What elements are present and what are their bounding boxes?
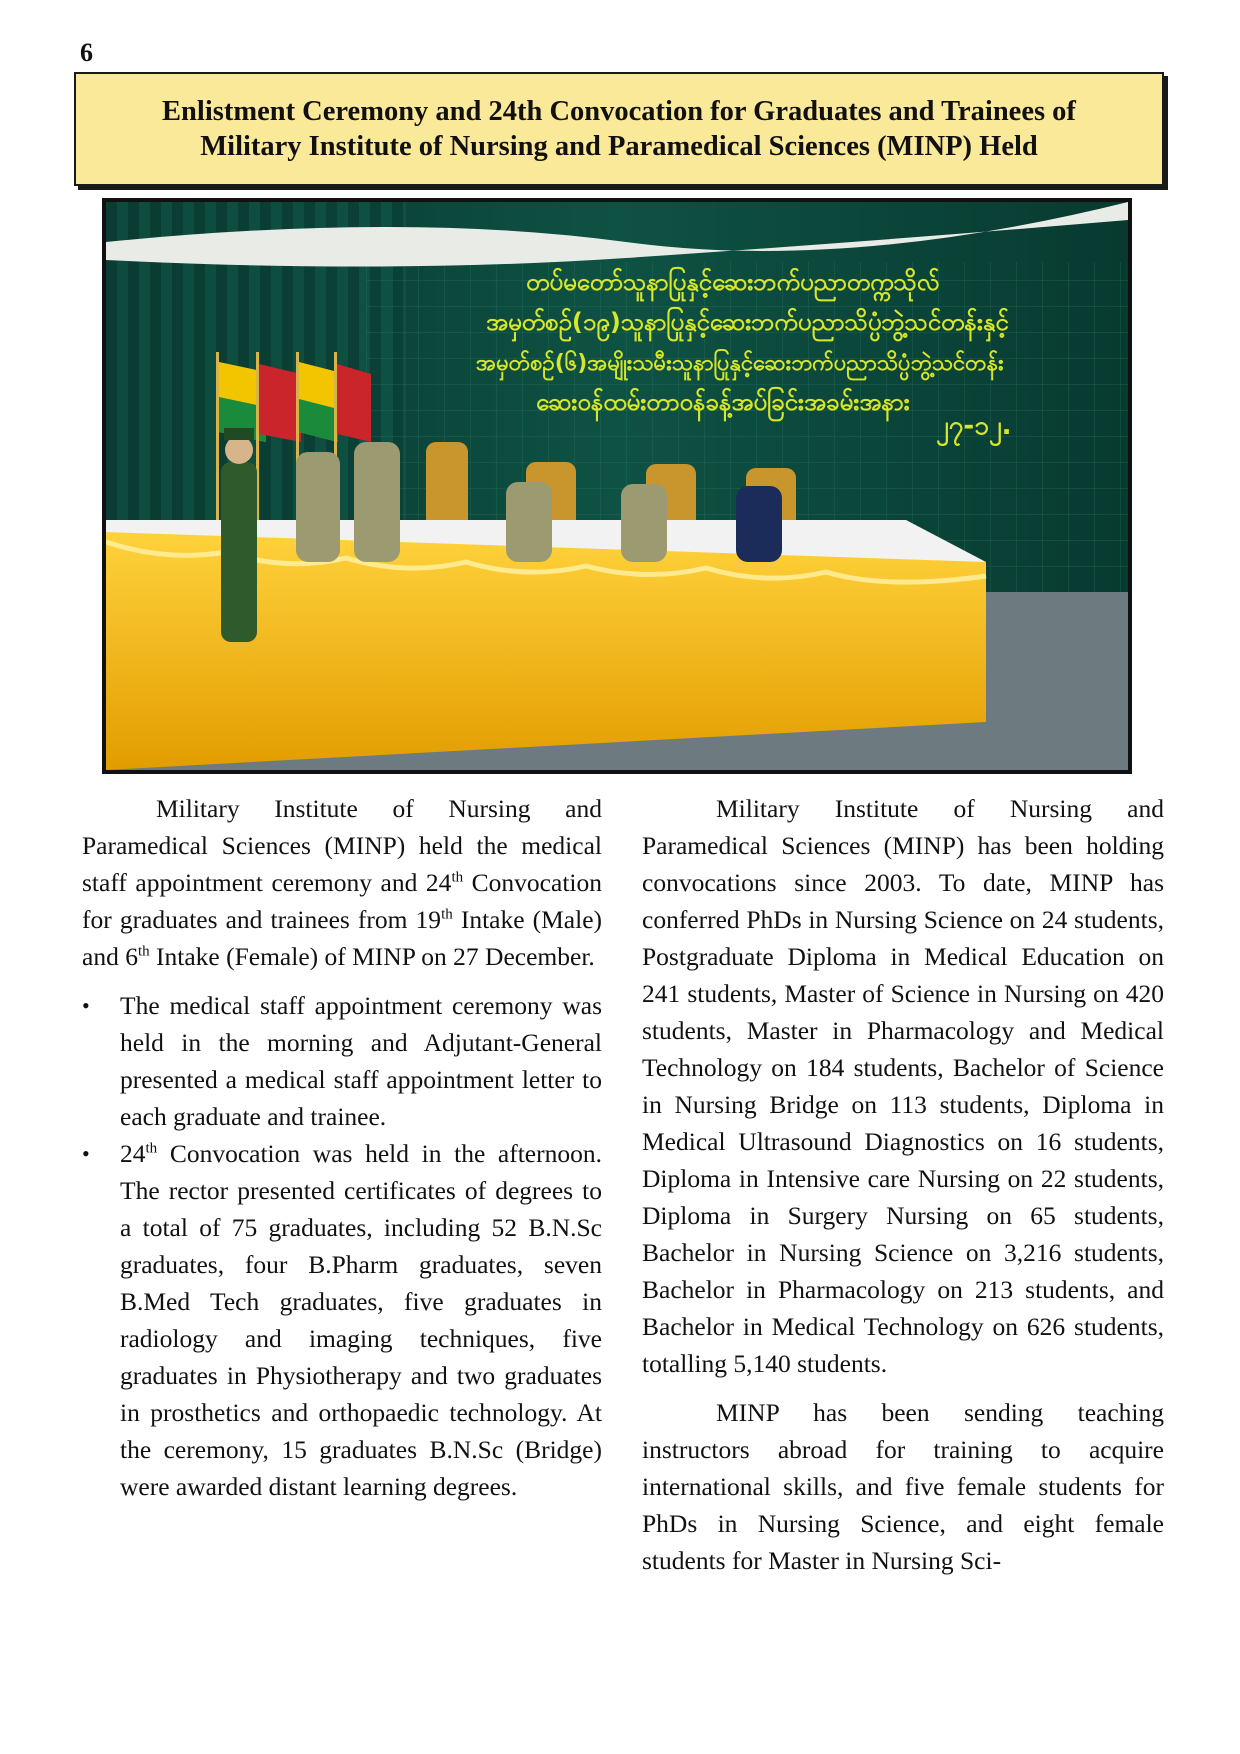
banner-line-1: တပ်မတော်သူနာပြုနှင့်ဆေးဘက်ပညာတက္ကသိုလ်: [526, 268, 940, 296]
page-number: 6: [80, 38, 93, 67]
bullet-icon: •: [82, 1141, 90, 1166]
banner-line-2: အမှတ်စဉ်(၁၉)သူနာပြုနှင့်ဆေးဘက်ပညာသိပ္ပံဘွဲ့သင်တန်းနှင့်: [486, 308, 1009, 336]
ceremony-photo: [102, 198, 1132, 774]
bullet-icon: •: [82, 993, 90, 1018]
banner-line-3: အမှတ်စဉ်(၆)အမျိုးသမီးသူနာပြုနှင့်ဆေးဘက်ပညာသိပ္ပံဘွဲ့သင်တန်း: [476, 351, 1004, 376]
abroad-training-paragraph: MINP has been sending teaching instructors abroad for training to acquire international skills, and five female students for PhDs in Nursing Science, and eight female students for Master in Nursing Sci-: [642, 1398, 1164, 1575]
bullet-1-text: The medical staff appointment ceremony was held in the morning and Adjutant-General presented a medical staff appointment letter to each graduate and trainee.: [120, 991, 602, 1131]
banner-date: ၂၇-၁၂.: [936, 411, 1012, 441]
history-paragraph: Military Institute of Nursing and Paramedical Sciences (MINP) has been holding convocations since 2003. To date, MINP has conferred PhDs in Nursing Science on 24 students, Postgraduate Diploma in Medical Education on 241 students, Master of Science in Nursing on 420 students, Master in Pharmacology and Medical Technology on 184 students, Bachelor of Science in Nursing Bridge on 113 students, Diploma in Medical Ultrasound Diagnostics on 16 students, Diploma in Intensive care Nursing on 22 students, Diploma in Surgery Nursing on 65 students, Bachelor in Nursing Science on 3,216 students, Bachelor in Pharmacology on 213 students, and Bachelor in Medical Technology on 626 students, totalling 5,140 students.: [642, 794, 1164, 1378]
left-column: [82, 790, 602, 1505]
right-column: [642, 790, 1164, 1591]
ceremony-bullet-list: [82, 987, 602, 1505]
banner-line-4: ဆေးဝန်ထမ်းတာဝန်ခန့်အပ်ခြင်းအခမ်းအနား: [536, 388, 910, 416]
article-title-line-2: Military Institute of Nursing and Paramedical Sciences (MINP) Held: [200, 131, 1038, 162]
intro-paragraph: Military Institute of Nursing and Paramedical Sciences (MINP) held the medical staff appointment ceremony and 24th Convocation for graduates and trainees from 19th Intake (Male) and 6th Intake (Female) of MINP on 27 December.: [82, 794, 602, 971]
ceremony-photo-illustration: [106, 202, 1128, 770]
article-title-box: [74, 72, 1164, 186]
bullet-2-text: 24th Convocation was held in the afternoon. The rector presented certificates of degrees to a total of 75 graduates, including 52 B.N.Sc graduates, four B.Pharm graduates, seven B.Med Tech graduates, five graduates in radiology and imaging techniques, five graduates in Physiotherapy and two graduates in prosthetics and orthopaedic technology. At the ceremony, 15 graduates B.N.Sc (Bridge) were awarded distant learning degrees.: [120, 1139, 602, 1501]
list-item: [82, 1135, 602, 1505]
article-title-line-1: Enlistment Ceremony and 24th Convocation for Graduates and Trainees of: [162, 96, 1076, 127]
list-item: [82, 987, 602, 1135]
